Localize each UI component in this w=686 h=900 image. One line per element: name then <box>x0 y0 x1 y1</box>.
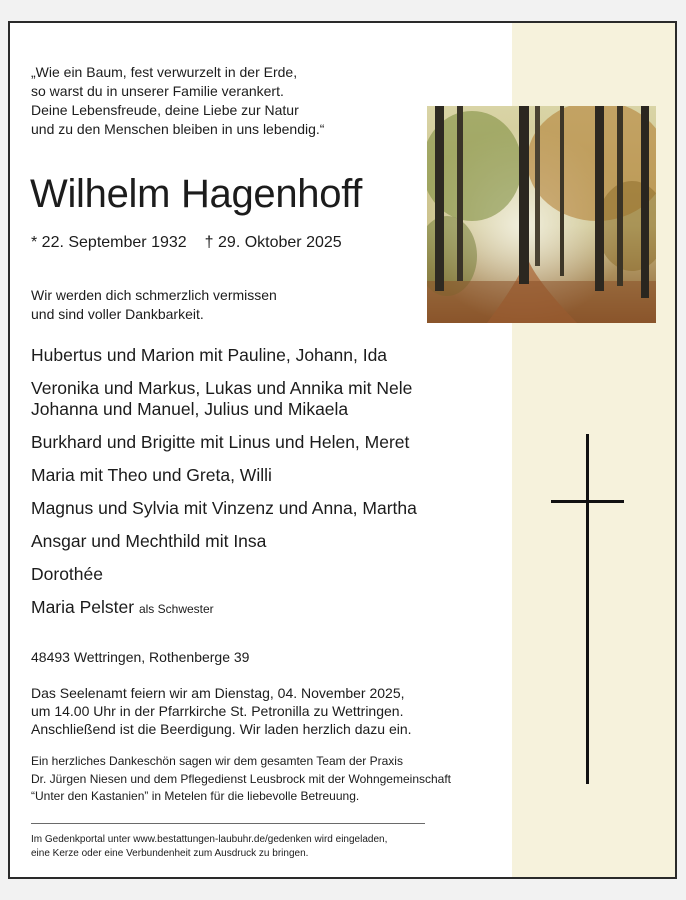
birth-date: * 22. September 1932 <box>31 234 187 251</box>
forest-path-photo <box>427 106 656 323</box>
footer-note: Im Gedenkportal unter www.bestattungen-laubuhr.de/gedenken wird eingeladen, eine Kerze oder eine Verbundenheit zum Ausdruck zu bringen. <box>31 834 388 859</box>
family-line: Hubertus und Marion mit Pauline, Johann, Ida <box>31 345 388 365</box>
family-line: Burkhard und Brigitte mit Linus und Helen, Meret <box>31 432 410 452</box>
thanks-text: Ein herzliches Dankeschön sagen wir dem gesamten Team der Praxis Dr. Jürgen Niesen und dem Pflegedienst Leusbrock mit der Wohngemeinschaft “Unter den Kastanien” in Metelen für die liebevolle Betreuung. <box>31 754 452 803</box>
death-date: † 29. Oktober 2025 <box>204 234 342 251</box>
family-line: Magnus und Sylvia mit Vinzenz und Anna, Martha <box>31 498 417 518</box>
cross-icon <box>586 434 589 784</box>
family-list <box>31 345 501 632</box>
family-line: Dorothée <box>31 564 103 584</box>
quote-text: „Wie ein Baum, fest verwurzelt in der Erde, so warst du in unserer Familie verankert. Deine Lebensfreude, deine Liebe zur Natur und zu den Menschen bleiben in uns lebendig.“ <box>31 64 325 137</box>
cross-icon-bar <box>551 500 624 503</box>
divider <box>31 823 425 824</box>
ceremony-text: Das Seelenamt feiern wir am Dienstag, 04. November 2025, um 14.00 Uhr in der Pfarrkirche St. Petronilla zu Wettringen. Anschließend ist die Beerdigung. Wir laden herzlich dazu ein. <box>31 685 412 737</box>
deceased-name: Wilhelm Hagenhoff <box>30 172 363 216</box>
sister-note: als Schwester <box>138 602 214 616</box>
sister-line <box>31 597 501 620</box>
obituary-card <box>8 21 677 879</box>
life-dates <box>31 234 342 252</box>
family-line: Veronika und Markus, Lukas und Annika mit Nele Johanna und Manuel, Julius und Mikaela <box>31 378 413 419</box>
address: 48493 Wettringen, Rothenberge 39 <box>31 649 250 665</box>
sister-name: Maria Pelster <box>31 597 135 617</box>
family-line: Maria mit Theo und Greta, Willi <box>31 465 272 485</box>
family-line: Ansgar und Mechthild mit Insa <box>31 531 267 551</box>
intro-text: Wir werden dich schmerzlich vermissen und sind voller Dankbarkeit. <box>31 287 277 322</box>
